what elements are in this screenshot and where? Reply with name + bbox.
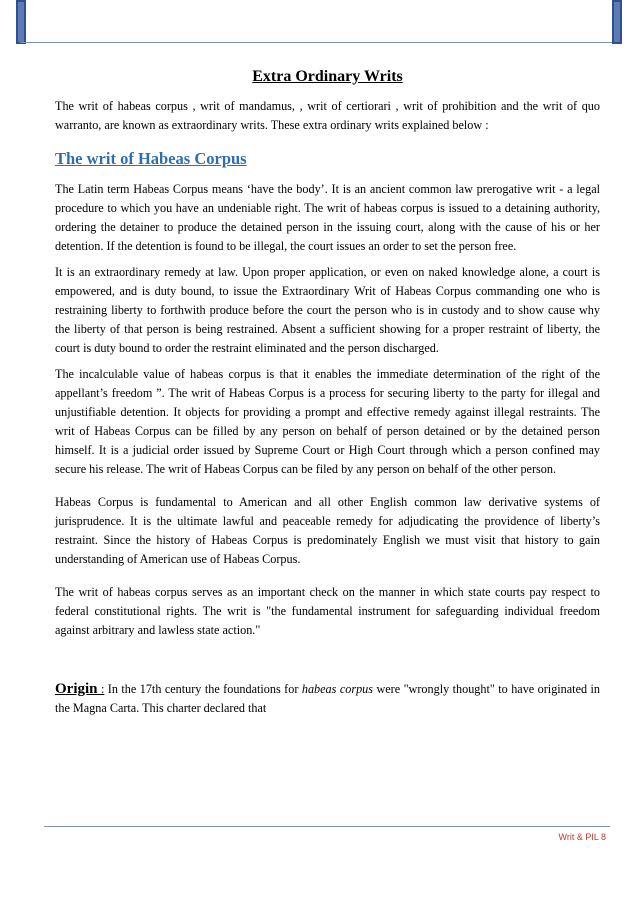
origin-paragraph	[55, 680, 600, 718]
origin-colon: :	[97, 682, 105, 696]
paragraph-fundamental: Habeas Corpus is fundamental to American and all other English common law derivative systems of jurisprudence. It is the ultimate lawful and peaceable remedy for adjudicating the providence of liberty’s restraint. Since the history of Habeas Corpus is predominately English we must visit that history to gain understanding of American use of Habeas Corpus.	[55, 495, 600, 566]
paragraph-important-check: The writ of habeas corpus serves as an important check on the manner in which state courts pay respect to federal constitutional rights. The writ is "the fundamental instrument for safeguarding individual freedom against arbitrary and lawless state action."	[55, 585, 600, 637]
page-header-decoration	[0, 0, 638, 48]
header-rule	[20, 42, 618, 43]
page-footer	[0, 820, 638, 850]
header-tab-left	[16, 0, 26, 44]
page-title: Extra Ordinary Writs	[252, 68, 403, 85]
origin-italic-term: habeas corpus	[301, 682, 373, 696]
intro-paragraph: The writ of habeas corpus , writ of mandamus, , writ of certiorari , writ of prohibition and the writ of quo warranto, are known as extraordinary writs. These extra ordinary writs explained below :	[55, 99, 600, 132]
paragraph-definition: The Latin term Habeas Corpus means ‘have the body’. It is an ancient common law prerogative writ - a legal procedure to which you have an undeniable right. The writ of habeas corpus is issued to a detaining authority, ordering the detainer to produce the detained person in the issuing court, along with the cause of his or her detention. If the detention is found to be illegal, the court issues an order to set the person free.	[55, 182, 600, 253]
origin-text-before: In the 17th century the foundations for	[104, 682, 302, 696]
origin-label: Origin	[55, 681, 98, 697]
footer-page-label: Writ & PIL 8	[558, 832, 606, 842]
origin-text-after: were "wrongly thought" to have originated in the Magna Carta. This charter declared that	[55, 682, 600, 715]
section-heading: The writ of Habeas Corpus	[55, 149, 247, 168]
paragraph-extraordinary-remedy: It is an extraordinary remedy at law. Upon proper application, or even on naked knowledge alone, a court is empowered, and is duty bound, to issue the Extraordinary Writ of Habeas Corpus commanding one who is restraining liberty to forthwith produce before the court the person who is in custody and to show cause why the liberty of that person is being restrained. Absent a sufficient showing for a proper restraint of liberty, the court is duty bound to order the restraint eliminated and the person discharged.	[55, 265, 600, 355]
document-body	[55, 66, 600, 725]
paragraph-incalculable-value: The incalculable value of habeas corpus is that it enables the immediate determination of the right of the appellant’s freedom ”. The writ of Habeas Corpus is a process for securing liberty to the party for illegal and unjustifiable detention. It objects for providing a prompt and effective remedy against illegal restraints. The writ of Habeas Corpus can be filled by any person on behalf of person detained or by the detained person himself. It is a judicial order issued by Supreme Court or High Court through which a person confined may secure his release. The writ of Habeas Corpus can be filed by any person on behalf of the other person.	[55, 367, 600, 476]
header-tab-right	[612, 0, 622, 44]
footer-rule	[44, 826, 610, 827]
